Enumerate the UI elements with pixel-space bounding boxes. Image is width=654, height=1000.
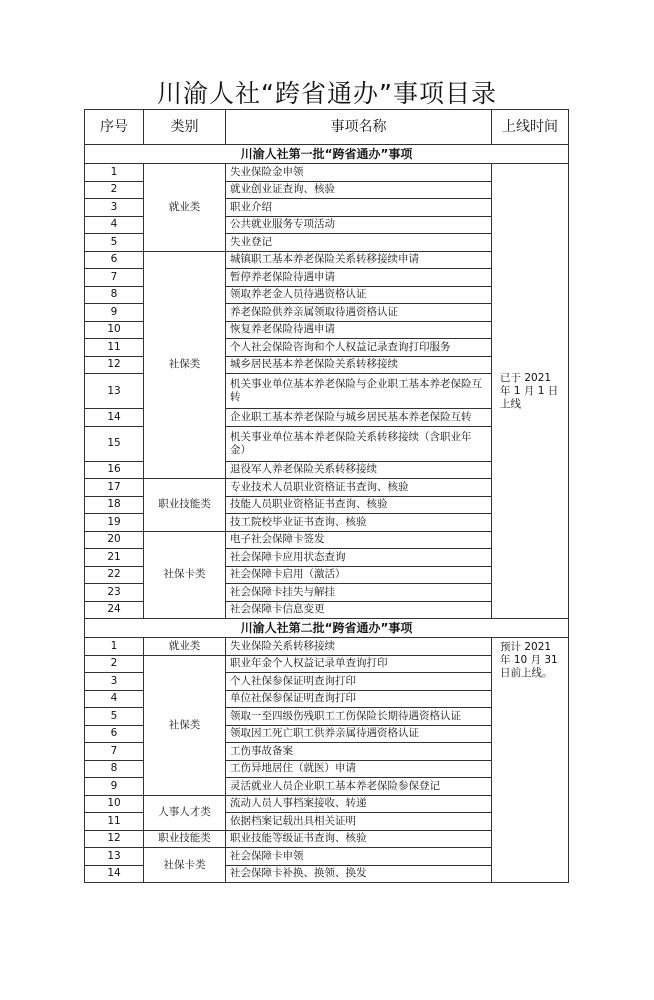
item-name: 社会保障卡补换、换领、换发 [226, 865, 492, 883]
page-title: 川渝人社“跨省通办”事项目录 [157, 79, 497, 108]
row-number: 12 [85, 830, 144, 848]
item-name: 暂停养老保险待遇申请 [226, 269, 492, 287]
row-number: 13 [85, 848, 144, 866]
row-number: 18 [85, 496, 144, 514]
item-name: 企业职工基本养老保险与城乡居民基本养老保险互转 [226, 409, 492, 427]
row-number: 7 [85, 743, 144, 761]
item-name: 失业保险金申领 [226, 164, 492, 182]
launch-time: 预计 2021 年 10 月 31 日前上线。 [492, 638, 569, 883]
item-name: 就业创业证查询、核验 [226, 181, 492, 199]
row-number: 9 [85, 778, 144, 796]
item-name: 领取养老金人员待遇资格认证 [226, 286, 492, 304]
item-name: 失业登记 [226, 234, 492, 252]
header-category: 类别 [144, 110, 226, 145]
row-number: 9 [85, 304, 144, 322]
header-item: 事项名称 [226, 110, 492, 145]
row-number: 11 [85, 339, 144, 357]
category-cell: 社保卡类 [144, 531, 226, 619]
row-number: 16 [85, 461, 144, 479]
row-number: 2 [85, 181, 144, 199]
row-number: 5 [85, 708, 144, 726]
header-time: 上线时间 [492, 110, 569, 145]
row-number: 1 [85, 164, 144, 182]
row-number: 22 [85, 566, 144, 584]
item-name: 社会保障卡申领 [226, 848, 492, 866]
item-name: 社会保障卡信息变更 [226, 601, 492, 619]
row-number: 5 [85, 234, 144, 252]
category-cell: 就业类 [144, 638, 226, 656]
item-name: 恢复养老保险待遇申请 [226, 321, 492, 339]
item-name: 领取因工死亡职工供养亲属待遇资格认证 [226, 725, 492, 743]
row-number: 3 [85, 673, 144, 691]
launch-time: 已于 2021 年 1 月 1 日上线 [492, 164, 569, 619]
item-name: 城镇职工基本养老保险关系转移接续申请 [226, 251, 492, 269]
item-name: 个人社会保险咨询和个人权益记录查询打印服务 [226, 339, 492, 357]
row-number: 1 [85, 638, 144, 656]
category-cell: 职业技能类 [144, 479, 226, 532]
item-name: 工伤事故备案 [226, 743, 492, 761]
row-number: 13 [85, 374, 144, 409]
row-number: 20 [85, 531, 144, 549]
row-number: 6 [85, 725, 144, 743]
item-name: 职业技能等级证书查询、核验 [226, 830, 492, 848]
section-heading: 川渝人社第二批“跨省通办”事项 [85, 619, 569, 638]
header-row [85, 110, 569, 145]
item-name: 社会保障卡启用（激活） [226, 566, 492, 584]
row-number: 3 [85, 199, 144, 217]
row-number: 10 [85, 795, 144, 813]
row-number: 8 [85, 760, 144, 778]
item-name: 个人社保参保证明查询打印 [226, 673, 492, 691]
item-name: 养老保险供养亲属领取待遇资格认证 [226, 304, 492, 322]
item-name: 电子社会保障卡签发 [226, 531, 492, 549]
item-name: 社会保障卡挂失与解挂 [226, 584, 492, 602]
row-number: 6 [85, 251, 144, 269]
catalog-table [84, 109, 569, 883]
row-number: 21 [85, 549, 144, 567]
item-name: 技能人员职业资格证书查询、核验 [226, 496, 492, 514]
item-name: 职业年金个人权益记录单查询打印 [226, 655, 492, 673]
item-name: 失业保险关系转移接续 [226, 638, 492, 656]
item-name: 专业技术人员职业资格证书查询、核验 [226, 479, 492, 497]
row-number: 10 [85, 321, 144, 339]
item-name: 技工院校毕业证书查询、核验 [226, 514, 492, 532]
item-name: 社会保障卡应用状态查询 [226, 549, 492, 567]
row-number: 4 [85, 216, 144, 234]
row-number: 11 [85, 813, 144, 831]
item-name: 机关事业单位基本养老保险关系转移接续（含职业年金） [226, 426, 492, 461]
row-number: 7 [85, 269, 144, 287]
item-name: 依据档案记载出具相关证明 [226, 813, 492, 831]
batch1-section-row [85, 145, 569, 164]
item-name: 退役军人养老保险关系转移接续 [226, 461, 492, 479]
row-number: 14 [85, 865, 144, 883]
row-number: 19 [85, 514, 144, 532]
row-number: 23 [85, 584, 144, 602]
row-number: 17 [85, 479, 144, 497]
item-name: 机关事业单位基本养老保险与企业职工基本养老保险互转 [226, 374, 492, 409]
row-number: 2 [85, 655, 144, 673]
row-number: 12 [85, 356, 144, 374]
batch2-section-row [85, 619, 569, 638]
header-no: 序号 [85, 110, 144, 145]
item-name: 单位社保参保证明查询打印 [226, 690, 492, 708]
table-row [85, 638, 569, 656]
row-number: 8 [85, 286, 144, 304]
item-name: 灵活就业人员企业职工基本养老保险参保登记 [226, 778, 492, 796]
item-name: 领取一至四级伤残职工工伤保险长期待遇资格认证 [226, 708, 492, 726]
category-cell: 就业类 [144, 164, 226, 252]
row-number: 24 [85, 601, 144, 619]
item-name: 流动人员人事档案接收、转递 [226, 795, 492, 813]
row-number: 4 [85, 690, 144, 708]
category-cell: 社保卡类 [144, 848, 226, 883]
item-name: 城乡居民基本养老保险关系转移接续 [226, 356, 492, 374]
item-name: 公共就业服务专项活动 [226, 216, 492, 234]
row-number: 14 [85, 409, 144, 427]
item-name: 职业介绍 [226, 199, 492, 217]
category-cell: 职业技能类 [144, 830, 226, 848]
row-number: 15 [85, 426, 144, 461]
item-name: 工伤异地居住（就医）申请 [226, 760, 492, 778]
category-cell: 社保类 [144, 251, 226, 479]
section-heading: 川渝人社第一批“跨省通办”事项 [85, 145, 569, 164]
category-cell: 社保类 [144, 655, 226, 795]
category-cell: 人事人才类 [144, 795, 226, 830]
table-row [85, 164, 569, 182]
